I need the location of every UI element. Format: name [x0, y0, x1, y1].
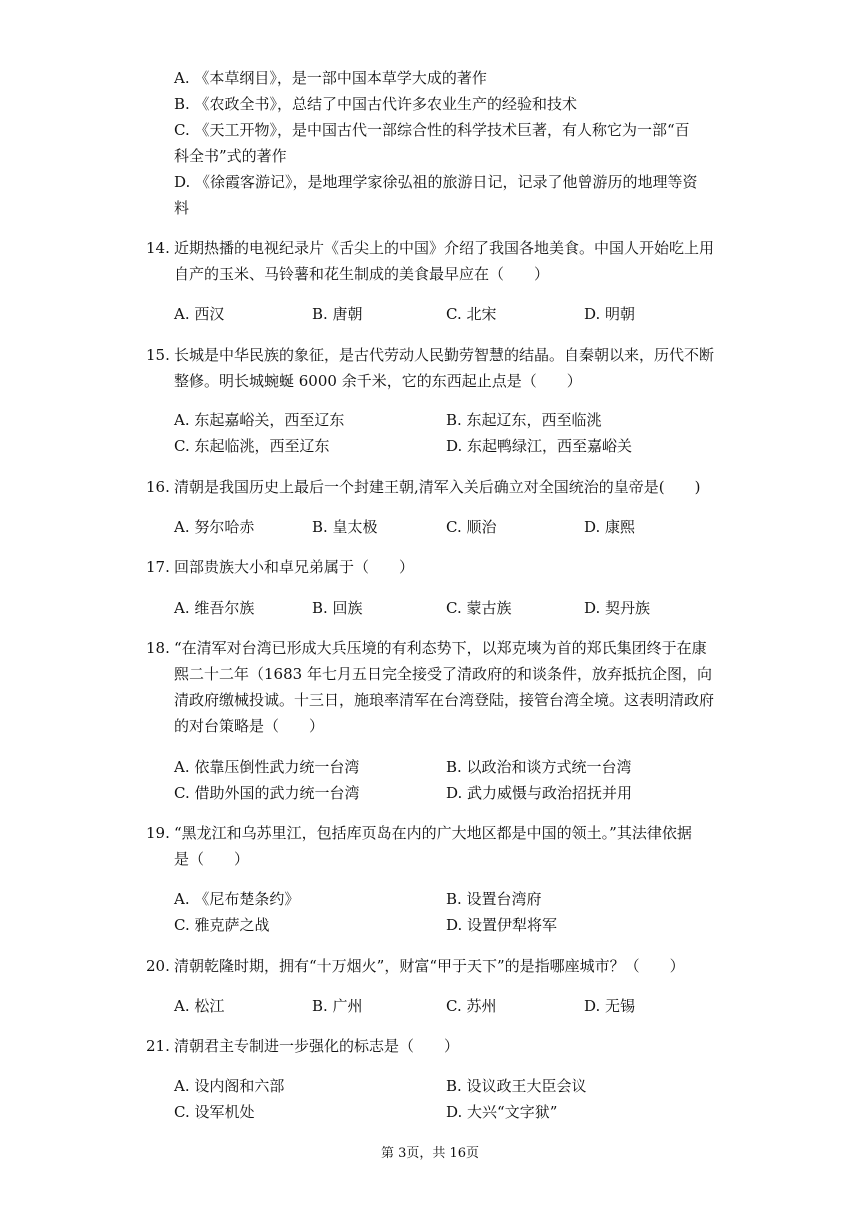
question-text: 清朝君主专制进一步强化的标志是（ ）	[174, 1037, 460, 1055]
question-number: 20.	[146, 957, 170, 975]
question-text: 回部贵族大小和卓兄弟属于（ ）	[174, 558, 415, 576]
question-number: 18.	[146, 639, 170, 657]
option-a: A. 松江	[174, 997, 225, 1015]
option-a: A. 设内阁和六部	[174, 1077, 285, 1095]
question-number: 17.	[146, 558, 170, 576]
question-text: 熙二十二年（1683 年七月五日完全接受了清政府的和谈条件，放弃抵抗企图，向	[174, 665, 712, 683]
option-d: D. 无锡	[584, 997, 636, 1015]
q13-option-c-line2: 科全书”式的著作	[174, 147, 287, 165]
q13-option-a: A. 《本草纲目》，是一部中国本草学大成的著作	[174, 69, 487, 87]
question-number: 14.	[146, 239, 170, 257]
option-c: C. 设军机处	[174, 1103, 255, 1121]
option-a: A. 西汉	[174, 305, 225, 323]
question-text: 清朝乾隆时期，拥有“十万烟火”，财富“甲于天下”的是指哪座城市？（ ）	[174, 957, 685, 975]
question-number: 21.	[146, 1037, 170, 1055]
option-b: B. 回族	[312, 599, 363, 617]
option-b: B. 唐朝	[312, 305, 363, 323]
option-d: D. 明朝	[584, 305, 636, 323]
option-c: C. 雅克萨之战	[174, 916, 270, 934]
option-c: C. 蒙古族	[446, 599, 512, 617]
option-c: C. 北宋	[446, 305, 497, 323]
question-text: “黑龙江和乌苏里江，包括库页岛在内的广大地区都是中国的领土。”其法律依据	[174, 824, 692, 842]
question-text: 自产的玉米、马铃薯和花生制成的美食最早应在（ ）	[174, 265, 550, 283]
question-text: 清朝是我国历史上最后一个封建王朝,清军入关后确立对全国统治的皇帝是( )	[174, 478, 701, 496]
option-d: D. 契丹族	[584, 599, 651, 617]
option-b: B. 皇太极	[312, 518, 378, 536]
option-b: B. 广州	[312, 997, 363, 1015]
q13-option-b: B. 《农政全书》，总结了中国古代许多农业生产的经验和技术	[174, 95, 578, 113]
option-a: A. 维吾尔族	[174, 599, 255, 617]
option-d: D. 东起鸭绿江，西至嘉峪关	[446, 437, 633, 455]
option-d: D. 大兴“文字狱”	[446, 1103, 558, 1121]
option-a: A. 《尼布楚条约》	[174, 890, 300, 908]
question-text: 的对台策略是（ ）	[174, 717, 325, 735]
q13-option-d-line1: D. 《徐霞客游记》，是地理学家徐弘祖的旅游日记，记录了他曾游历的地理等资	[174, 173, 698, 191]
q13-option-d-line2: 料	[174, 199, 190, 217]
option-d: D. 康熙	[584, 518, 636, 536]
option-b: B. 设议政王大臣会议	[446, 1077, 587, 1095]
option-a: A. 努尔哈赤	[174, 518, 255, 536]
option-b: B. 设置台湾府	[446, 890, 542, 908]
q13-option-c-line1: C. 《天工开物》，是中国古代一部综合性的科学技术巨著，有人称它为一部“百	[174, 121, 690, 139]
question-text: “在清军对台湾已形成大兵压境的有利态势下，以郑克塽为首的郑氏集团终于在康	[174, 639, 707, 657]
option-c: C. 苏州	[446, 997, 497, 1015]
option-b: B. 东起辽东，西至临洮	[446, 411, 602, 429]
question-number: 16.	[146, 478, 170, 496]
option-c: C. 东起临洮，西至辽东	[174, 437, 330, 455]
option-b: B. 以政治和谈方式统一台湾	[446, 758, 632, 776]
question-text: 清政府缴械投诚。十三日，施琅率清军在台湾登陆，接管台湾全境。这表明清政府	[174, 691, 715, 709]
option-d: D. 设置伊犁将军	[446, 916, 558, 934]
option-c: C. 顺治	[446, 518, 497, 536]
question-text: 整修。明长城蜿蜒 6000 余千米，它的东西起止点是（ ）	[174, 372, 582, 390]
option-a: A. 依靠压倒性武力统一台湾	[174, 758, 360, 776]
question-text: 长城是中华民族的象征，是古代劳动人民勤劳智慧的结晶。自秦朝以来，历代不断	[174, 346, 715, 364]
option-a: A. 东起嘉峪关，西至辽东	[174, 411, 345, 429]
question-text: 近期热播的电视纪录片《舌尖上的中国》介绍了我国各地美食。中国人开始吃上用	[174, 239, 715, 257]
question-number: 15.	[146, 346, 170, 364]
option-c: C. 借助外国的武力统一台湾	[174, 784, 360, 802]
question-number: 19.	[146, 824, 170, 842]
question-text: 是（ ）	[174, 850, 250, 868]
option-d: D. 武力威慑与政治招抚并用	[446, 784, 633, 802]
page-footer: 第 3页，共 16页	[380, 1146, 480, 1161]
